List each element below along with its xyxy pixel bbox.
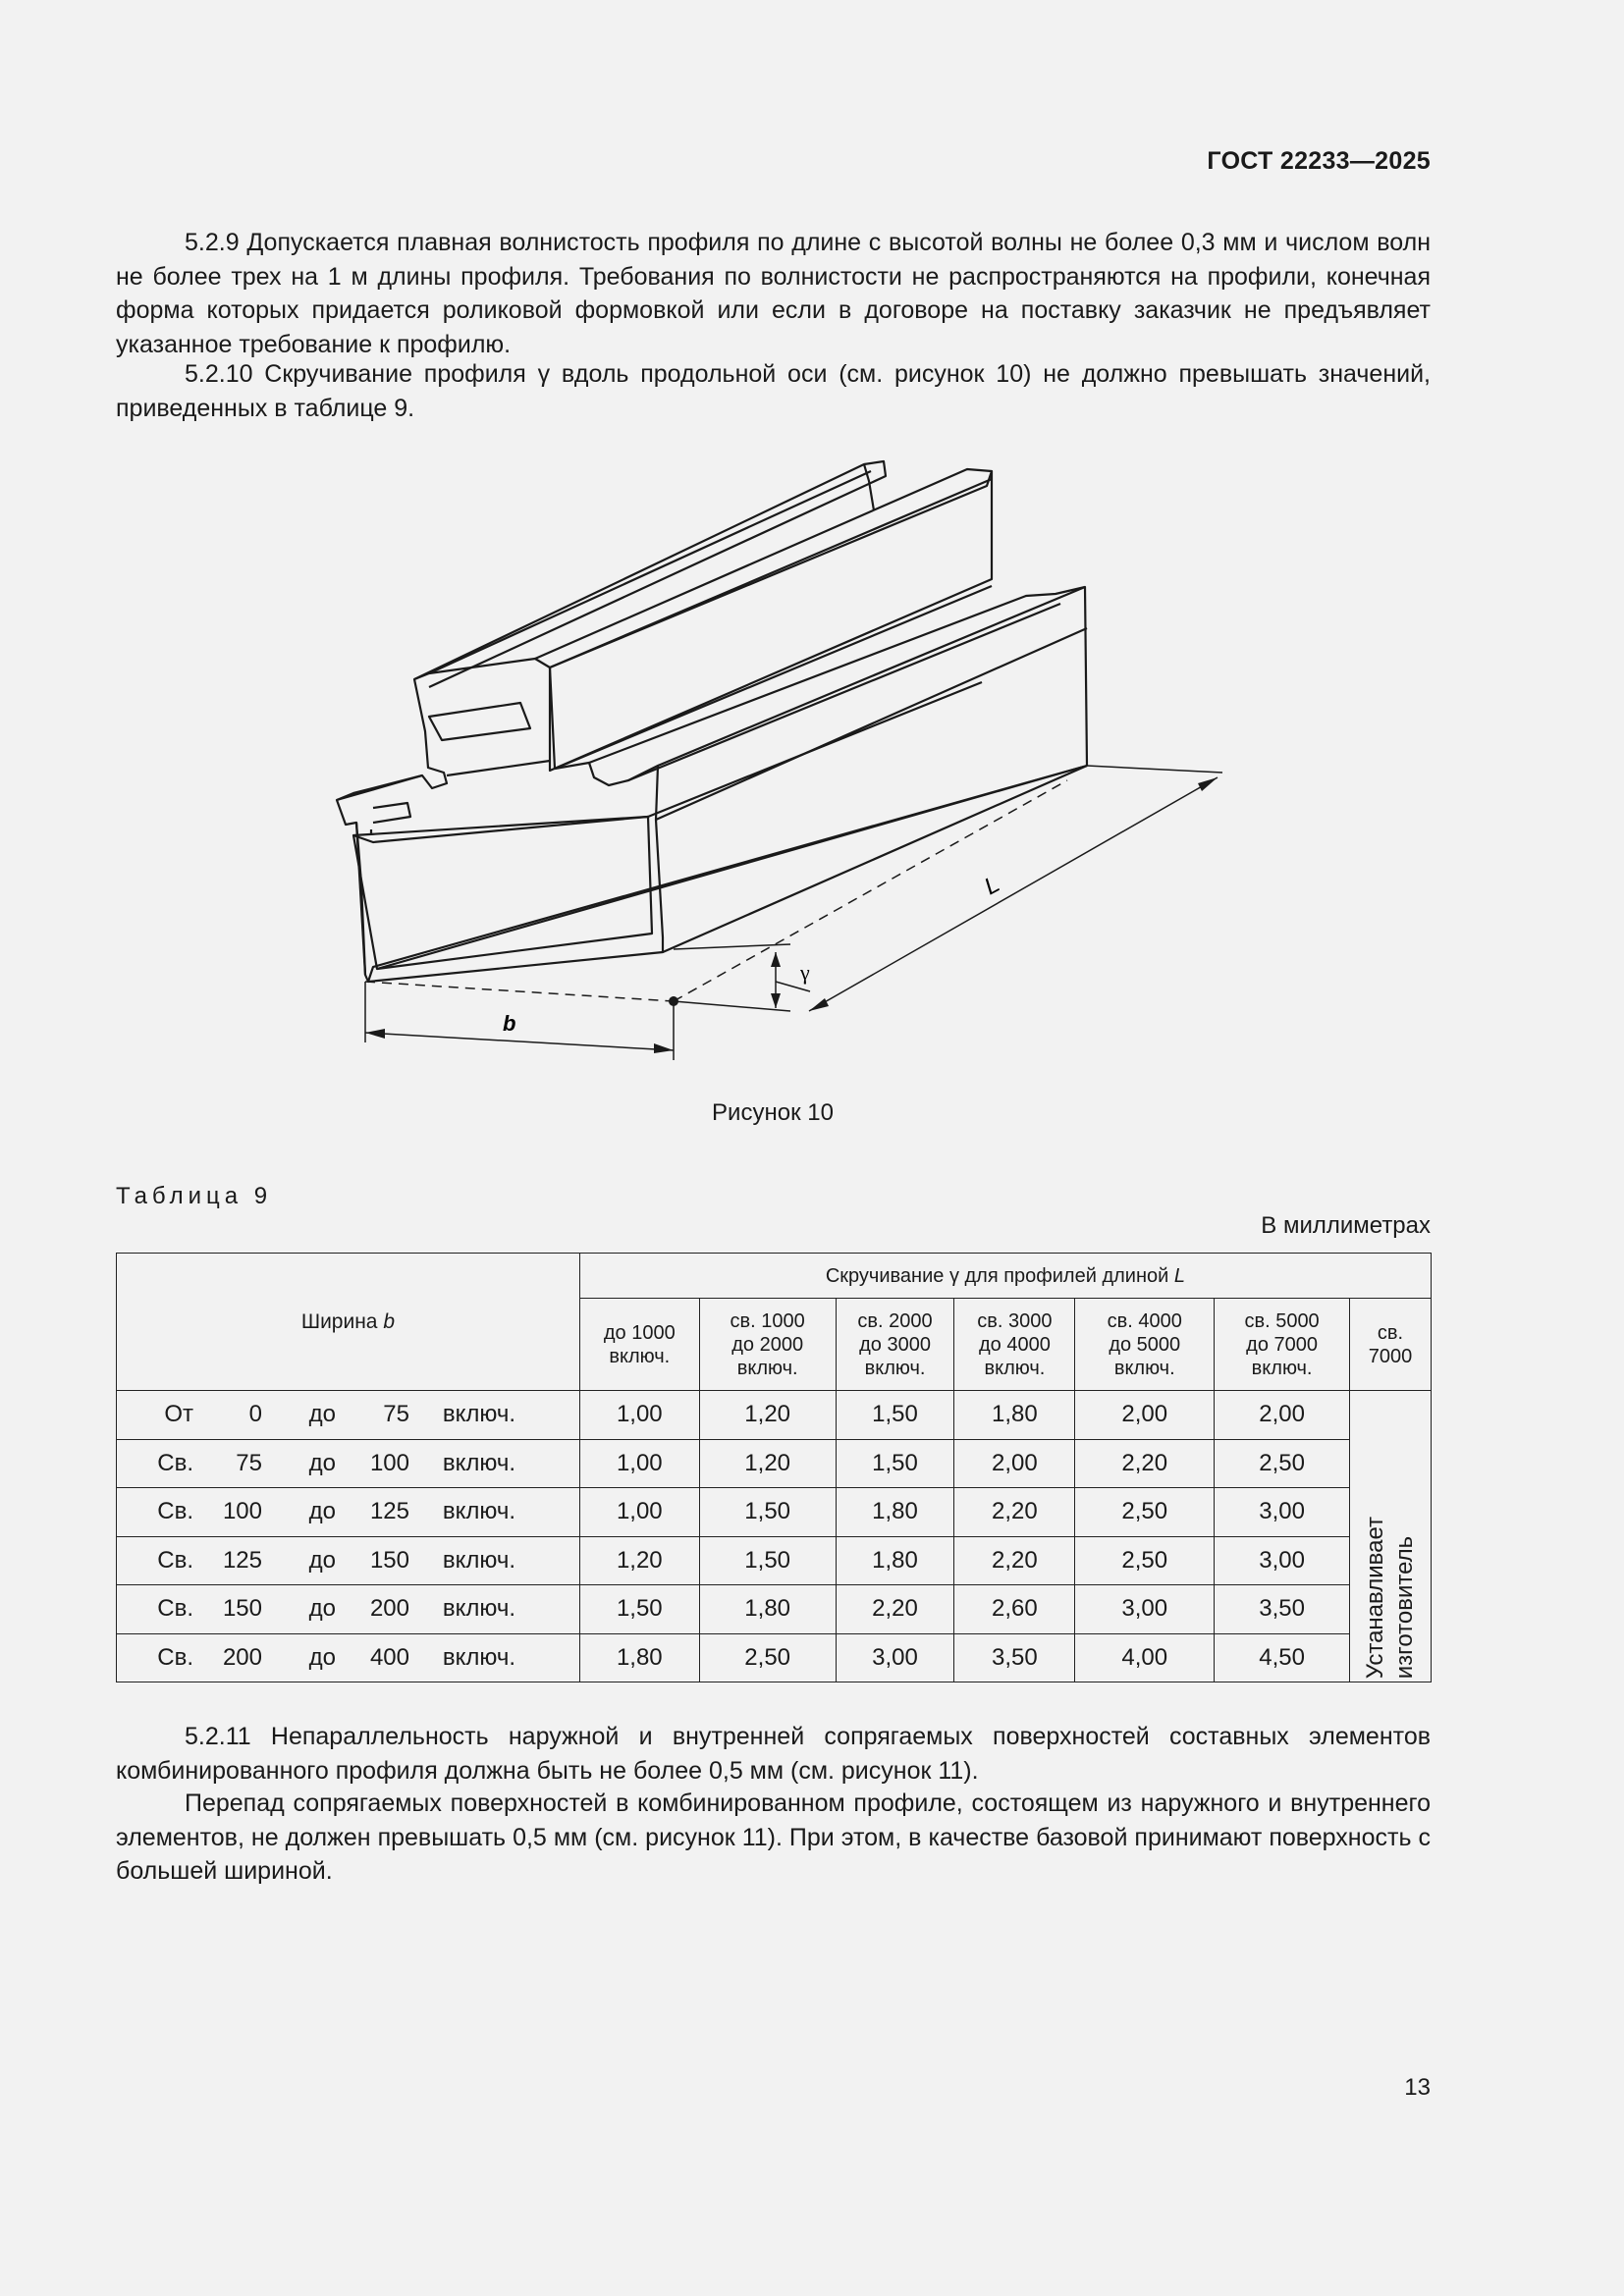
manufacturer-defined-cell	[1350, 1391, 1432, 1682]
twist-value-cell: 1,50	[699, 1488, 836, 1537]
width-range-part: включ.	[442, 1546, 515, 1574]
paragraph-5-2-11: 5.2.11 Непараллельность наружной и внутренней сопрягаемых поверхностей составных элементов комбинированного профиля должна быть не более 0,5 мм (см. рисунок 11).	[116, 1723, 1431, 1785]
left-rail	[414, 461, 886, 687]
width-range-cell	[117, 1585, 580, 1634]
twist-value-cell: 2,00	[1215, 1391, 1350, 1440]
width-range-part: включ.	[442, 1401, 515, 1428]
width-range-part: 100	[369, 1449, 409, 1476]
length-range-header: св. 4000 до 5000 включ.	[1075, 1299, 1215, 1391]
table-row	[117, 1439, 1432, 1488]
twist-table	[116, 1253, 1432, 1682]
table-row	[117, 1391, 1432, 1440]
twist-value-cell: 1,20	[699, 1391, 836, 1440]
table-row	[117, 1585, 1432, 1634]
width-range-part: 125	[369, 1498, 409, 1525]
twist-value-cell: 1,50	[836, 1439, 954, 1488]
twist-value-cell: 3,00	[1215, 1488, 1350, 1537]
length-range-header: до 1000 включ.	[579, 1299, 699, 1391]
width-range-cell	[117, 1391, 580, 1440]
table-row	[117, 1633, 1432, 1682]
twist-value-cell: 3,50	[1215, 1585, 1350, 1634]
width-range-part: до	[308, 1498, 336, 1525]
twist-value-cell: 1,00	[579, 1488, 699, 1537]
width-range-part: включ.	[442, 1498, 515, 1525]
paragraph-surface-difference: Перепад сопрягаемых поверхностей в комбинированном профиле, состоящем из наружного и внутреннего элементов, не должен превышать 0,5 мм (см. рисунок 11). При этом, в качестве базовой принимают поверхность с большей шириной.	[116, 1789, 1431, 1885]
twist-value-cell: 2,20	[1075, 1439, 1215, 1488]
paragraph-5-2-9: 5.2.9 Допускается плавная волнистость профиля по длине с высотой волны не более 0,3 мм и числом волн не более трех на 1 м длины профиля. Требования по волнистости не распространяются на профили, конечная форма которых придается роликовой формовкой или если в договоре на поставку заказчик не предъявляет указанное требование к профилю.	[116, 229, 1431, 358]
twist-value-cell: 1,80	[579, 1633, 699, 1682]
dimension-b-line	[365, 1033, 674, 1050]
twist-value-cell: 1,20	[699, 1439, 836, 1488]
width-range-part: 0	[248, 1401, 262, 1428]
axis-point	[669, 996, 678, 1006]
width-range-part: 150	[222, 1595, 262, 1623]
width-range-part: 150	[369, 1546, 409, 1574]
width-range-part: до	[308, 1643, 336, 1671]
figure-caption: Рисунок 10	[712, 1099, 834, 1126]
document-id: ГОСТ 22233—2025	[1207, 147, 1431, 175]
width-range-cell	[117, 1439, 580, 1488]
width-range-part: Св.	[157, 1449, 193, 1476]
width-range-part: Св.	[157, 1595, 193, 1623]
width-range-cell	[117, 1488, 580, 1537]
table-row	[117, 1488, 1432, 1537]
width-column-header: Ширина b	[117, 1254, 580, 1391]
width-range-part: 400	[369, 1643, 409, 1671]
length-range-header: св. 2000 до 3000 включ.	[836, 1299, 954, 1391]
twist-value-cell: 3,50	[954, 1633, 1075, 1682]
twist-value-cell: 1,20	[579, 1536, 699, 1585]
width-range-part: 75	[383, 1401, 409, 1428]
page-number: 13	[1404, 2074, 1431, 2101]
twist-value-cell: 4,50	[1215, 1633, 1350, 1682]
twist-value-cell: 2,60	[954, 1585, 1075, 1634]
twist-value-cell: 2,50	[1215, 1439, 1350, 1488]
width-range-part: 100	[222, 1498, 262, 1525]
width-range-part: до	[308, 1595, 336, 1623]
twist-value-cell: 3,00	[1075, 1585, 1215, 1634]
twist-value-cell: 1,80	[836, 1536, 954, 1585]
twist-value-cell: 2,00	[1075, 1391, 1215, 1440]
width-range-part: 125	[222, 1546, 262, 1574]
width-range-part: до	[308, 1546, 336, 1574]
width-range-part: 75	[236, 1449, 262, 1476]
twist-value-cell: 2,20	[836, 1585, 954, 1634]
profile-twist-figure	[324, 456, 1247, 1065]
twist-value-cell: 2,20	[954, 1536, 1075, 1585]
width-range-part: 200	[222, 1643, 262, 1671]
width-range-cell	[117, 1536, 580, 1585]
dimension-L-line	[809, 777, 1218, 1011]
table-title: Таблица 9	[116, 1183, 273, 1209]
twist-value-cell: 3,00	[1215, 1536, 1350, 1585]
width-range-part: включ.	[442, 1643, 515, 1671]
paragraph-5-2-10: 5.2.10 Скручивание профиля γ вдоль продольной оси (см. рисунок 10) не должно превышать значений, приведенных в таблице 9.	[116, 360, 1431, 422]
twist-value-cell: 2,50	[699, 1633, 836, 1682]
width-range-part: включ.	[442, 1595, 515, 1623]
manufacturer-defined-text: Устанавливает изготовитель	[1362, 1517, 1418, 1680]
twist-value-cell: 2,00	[954, 1439, 1075, 1488]
length-range-header: св. 7000	[1350, 1299, 1432, 1391]
width-range-part: до	[308, 1449, 336, 1476]
length-range-header: св. 1000 до 2000 включ.	[699, 1299, 836, 1391]
label-b: b	[503, 1011, 516, 1036]
twist-value-cell: 1,50	[836, 1391, 954, 1440]
width-range-part: Св.	[157, 1643, 193, 1671]
twist-value-cell: 1,50	[579, 1585, 699, 1634]
width-range-part: включ.	[442, 1449, 515, 1476]
table-units: В миллиметрах	[1261, 1212, 1431, 1239]
twist-value-cell: 1,00	[579, 1439, 699, 1488]
twist-value-cell: 1,80	[836, 1488, 954, 1537]
width-range-part: до	[308, 1401, 336, 1428]
twist-value-cell: 2,50	[1075, 1488, 1215, 1537]
twist-group-header: Скручивание γ для профилей длиной L	[579, 1254, 1431, 1299]
twist-value-cell: 3,00	[836, 1633, 954, 1682]
width-range-part: От	[164, 1401, 193, 1428]
label-L: L	[980, 871, 1004, 901]
twist-value-cell: 1,80	[954, 1391, 1075, 1440]
table-row	[117, 1536, 1432, 1585]
profile-drawing	[324, 456, 1247, 1065]
twist-value-cell: 1,00	[579, 1391, 699, 1440]
twist-value-cell: 2,20	[954, 1488, 1075, 1537]
length-range-header: св. 5000 до 7000 включ.	[1215, 1299, 1350, 1391]
width-range-part: Св.	[157, 1498, 193, 1525]
length-range-header: св. 3000 до 4000 включ.	[954, 1299, 1075, 1391]
twist-value-cell: 1,50	[699, 1536, 836, 1585]
twist-value-cell: 4,00	[1075, 1633, 1215, 1682]
width-range-cell	[117, 1633, 580, 1682]
width-range-part: Св.	[157, 1546, 193, 1574]
width-range-part: 200	[369, 1595, 409, 1623]
twist-value-cell: 1,80	[699, 1585, 836, 1634]
twist-value-cell: 2,50	[1075, 1536, 1215, 1585]
label-gamma: γ	[800, 960, 810, 985]
